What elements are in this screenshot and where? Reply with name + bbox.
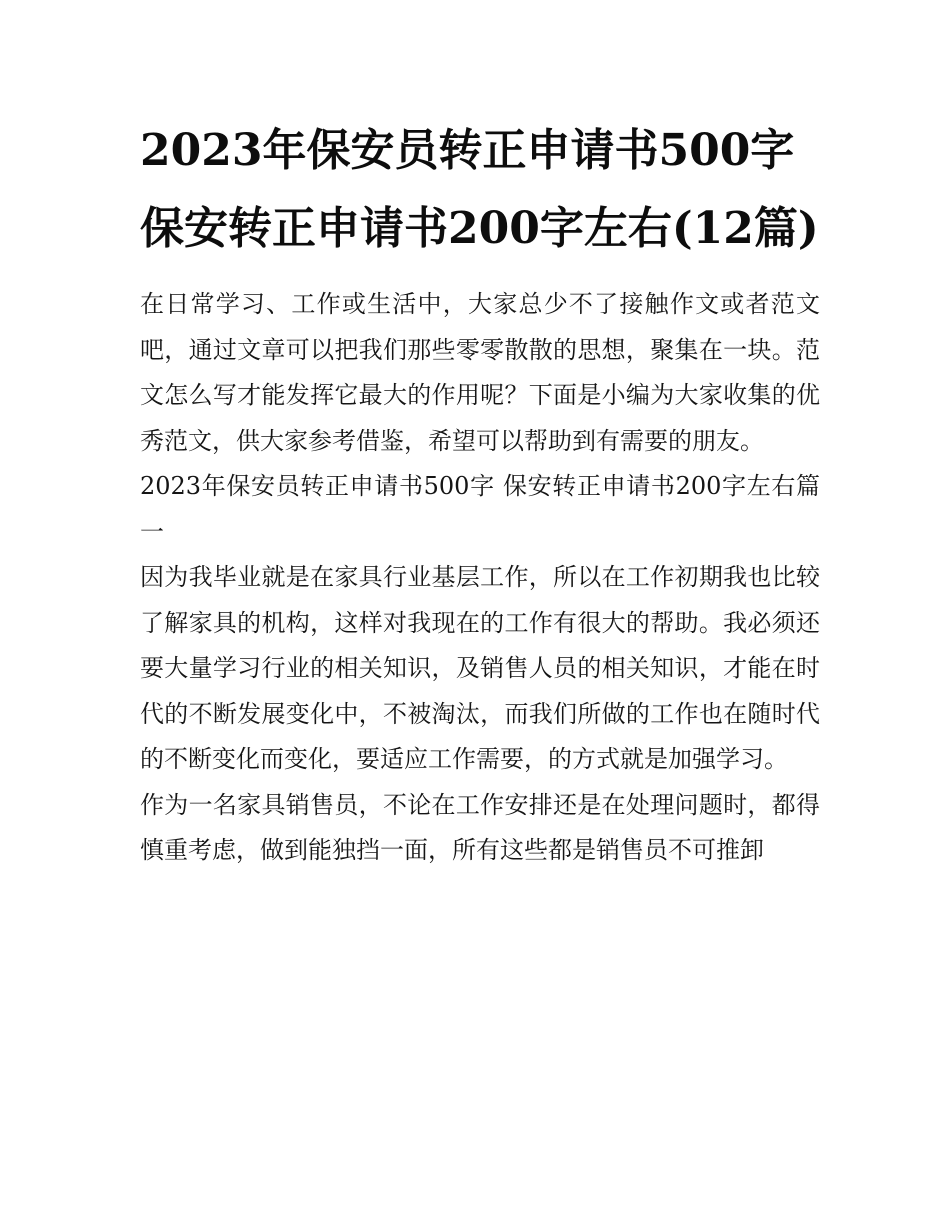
section-heading: 2023年保安员转正申请书500字 保安转正申请书200字左右篇一 — [140, 472, 820, 546]
document-content — [140, 112, 820, 874]
intro-paragraph: 在日常学习、工作或生活中，大家总少不了接触作文或者范文吧，通过文章可以把我们那些零零散散的思想，聚集在一块。范文怎么写才能发挥它最大的作用呢？下面是小编为大家收集的优秀范文，供大家参考借鉴，希望可以帮助到有需要的朋友。 — [140, 290, 820, 455]
document-title: 2023年保安员转正申请书500字 保安转正申请书200字左右(12篇) — [140, 125, 819, 254]
body-paragraph-1: 因为我毕业就是在家具行业基层工作，所以在工作初期我也比较了解家具的机构，这样对我现在的工作有很大的帮助。我必须还要大量学习行业的相关知识，及销售人员的相关知识，才能在时代的不断发展变化中，不被淘汰，而我们所做的工作也在随时代的不断变化而变化，要适应工作需要，的方式就是加强学习。 — [140, 563, 820, 773]
body-paragraph-2: 作为一名家具销售员，不论在工作安排还是在处理问题时，都得慎重考虑，做到能独挡一面，所有这些都是销售员不可推卸 — [140, 790, 820, 864]
